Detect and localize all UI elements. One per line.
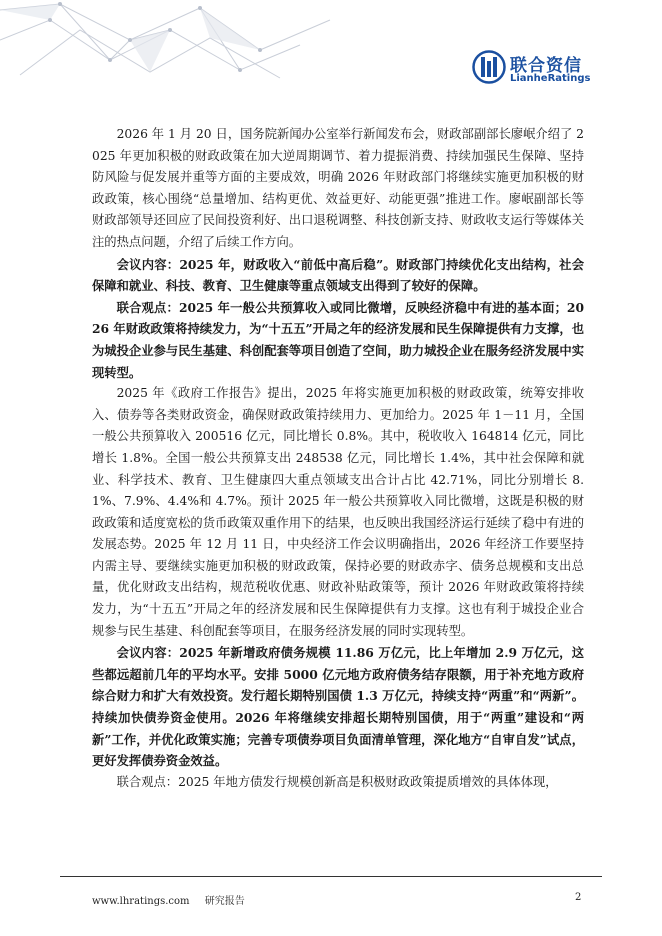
paragraph-meeting-content-debt: 会议内容：2025 年新增政府债务规模 11.86 万亿元，比上年增加 2.9 万亿元，这些都远超前几年的平均水平。安排 5000 亿元地方政府债务结存限额，用于补充地方政府综合财力和扩大有效投资。发行超长期特别国债 1.3 万亿元，持续支持“两重”和“两新”。持续加快债券资金使用。2026 年将继续安排超长期特别国债，用于“两重”建设和“两新”工作，并优化政策实施；完善专项债券项目负面清单管理，深化地方“自审自发”试点，更好发挥债券资金效益。 <box>92 645 584 769</box>
paragraph-budget-analysis: 2025 年《政府工作报告》提出，2025 年将实施更加积极的财政政策，统筹安排收入、债券等各类财政资金，确保财政政策持续用力、更加给力。2025 年 1－11 月，全国一般公共预算收入 200516 亿元，同比增长 0.8%。其中，税收收入 164814 亿元，同比增长 1.8%。全国一般公共预算支出 248538 亿元，同比增长 1.4%，其中社会保障和就业、科学技术、教育、卫生健康四大重点领域支出合计占比 42.71%，同比分别增长 8.1%、7.9%、4.4%和 4.7%。预计 2025 年一般公共预算收入同比微增，这既是积极的财政政策和适度宽松的货币政策双重作用下的结果，也反映出我国经济运行延续了稳中有进的发展态势。2025 年 12 月 11 日，中央经济工作会议明确指出，2026 年经济工作要坚持内需主导、要继续实施更加积极的财政政策，保持必要的财政赤字、债务总规模和支出总量，优化财政支出结构，规范税收优惠、财政补贴政策等，预计 2026 年财政政策将持续发力，为“十五五”开局之年的经济发展和民生保障提供有力支撑。这也有利于城投企业合规参与民生基建、科创配套等项目，在服务经济发展的同时实现转型。 <box>92 386 584 638</box>
footer-report-type: 研究报告 <box>204 896 245 907</box>
footer-website: www.lhratings.com <box>92 896 190 907</box>
page-number: 2 <box>575 892 582 903</box>
paragraph-meeting-content-revenue: 会议内容：2025 年，财政收入“前低中高后稳”。财政部门持续优化支出结构，社会保障和就业、科技、教育、卫生健康等重点领域支出得到了较好的保障。 <box>92 256 584 294</box>
paragraph-press-conference: 2026 年 1 月 20 日，国务院新闻办公室举行新闻发布会，财政部副部长廖岷介绍了 2025 年更加积极的财政政策在加大逆周期调节、着力提振消费、持续加强民生保障、坚持防风险与促发展并重等方面的主要成效，明确 2026 年财政部门将继续实施更加积极的财政政策，核心围绕“总量增加、结构更优、效益更好、动能更强”推进工作。廖岷副部长等财政部领导还回应了民间投资利好、出口退税调整、科技创新支持、财政收支运行等媒体关注的热点问题，介绍了后续工作方向。 <box>92 127 584 249</box>
header-decoration <box>0 0 360 80</box>
paragraph-lianhe-view-fiscal: 联合观点：2025 年一般公共预算收入或同比微增，反映经济稳中有进的基本面；2026 年财政政策将持续发力，为“十五五”开局之年的经济发展和民生保障提供有力支撑，也为城投企业参与民生基建、科创配套等项目创造了空间，助力城投企业在服务经济发展中实现转型。 <box>92 299 584 380</box>
report-body <box>92 124 584 793</box>
logo-english-name: LianheRatings <box>510 73 591 84</box>
footer-info <box>92 892 245 907</box>
footer-divider <box>60 876 602 877</box>
logo-chinese-name: 联合资信 <box>510 56 582 76</box>
lianhe-logo-icon <box>472 50 506 84</box>
paragraph-lianhe-view-debt: 联合观点：2025 年地方债发行规模创新高是积极财政政策提质增效的具体体现， <box>116 774 558 789</box>
lianhe-logo <box>472 50 612 90</box>
